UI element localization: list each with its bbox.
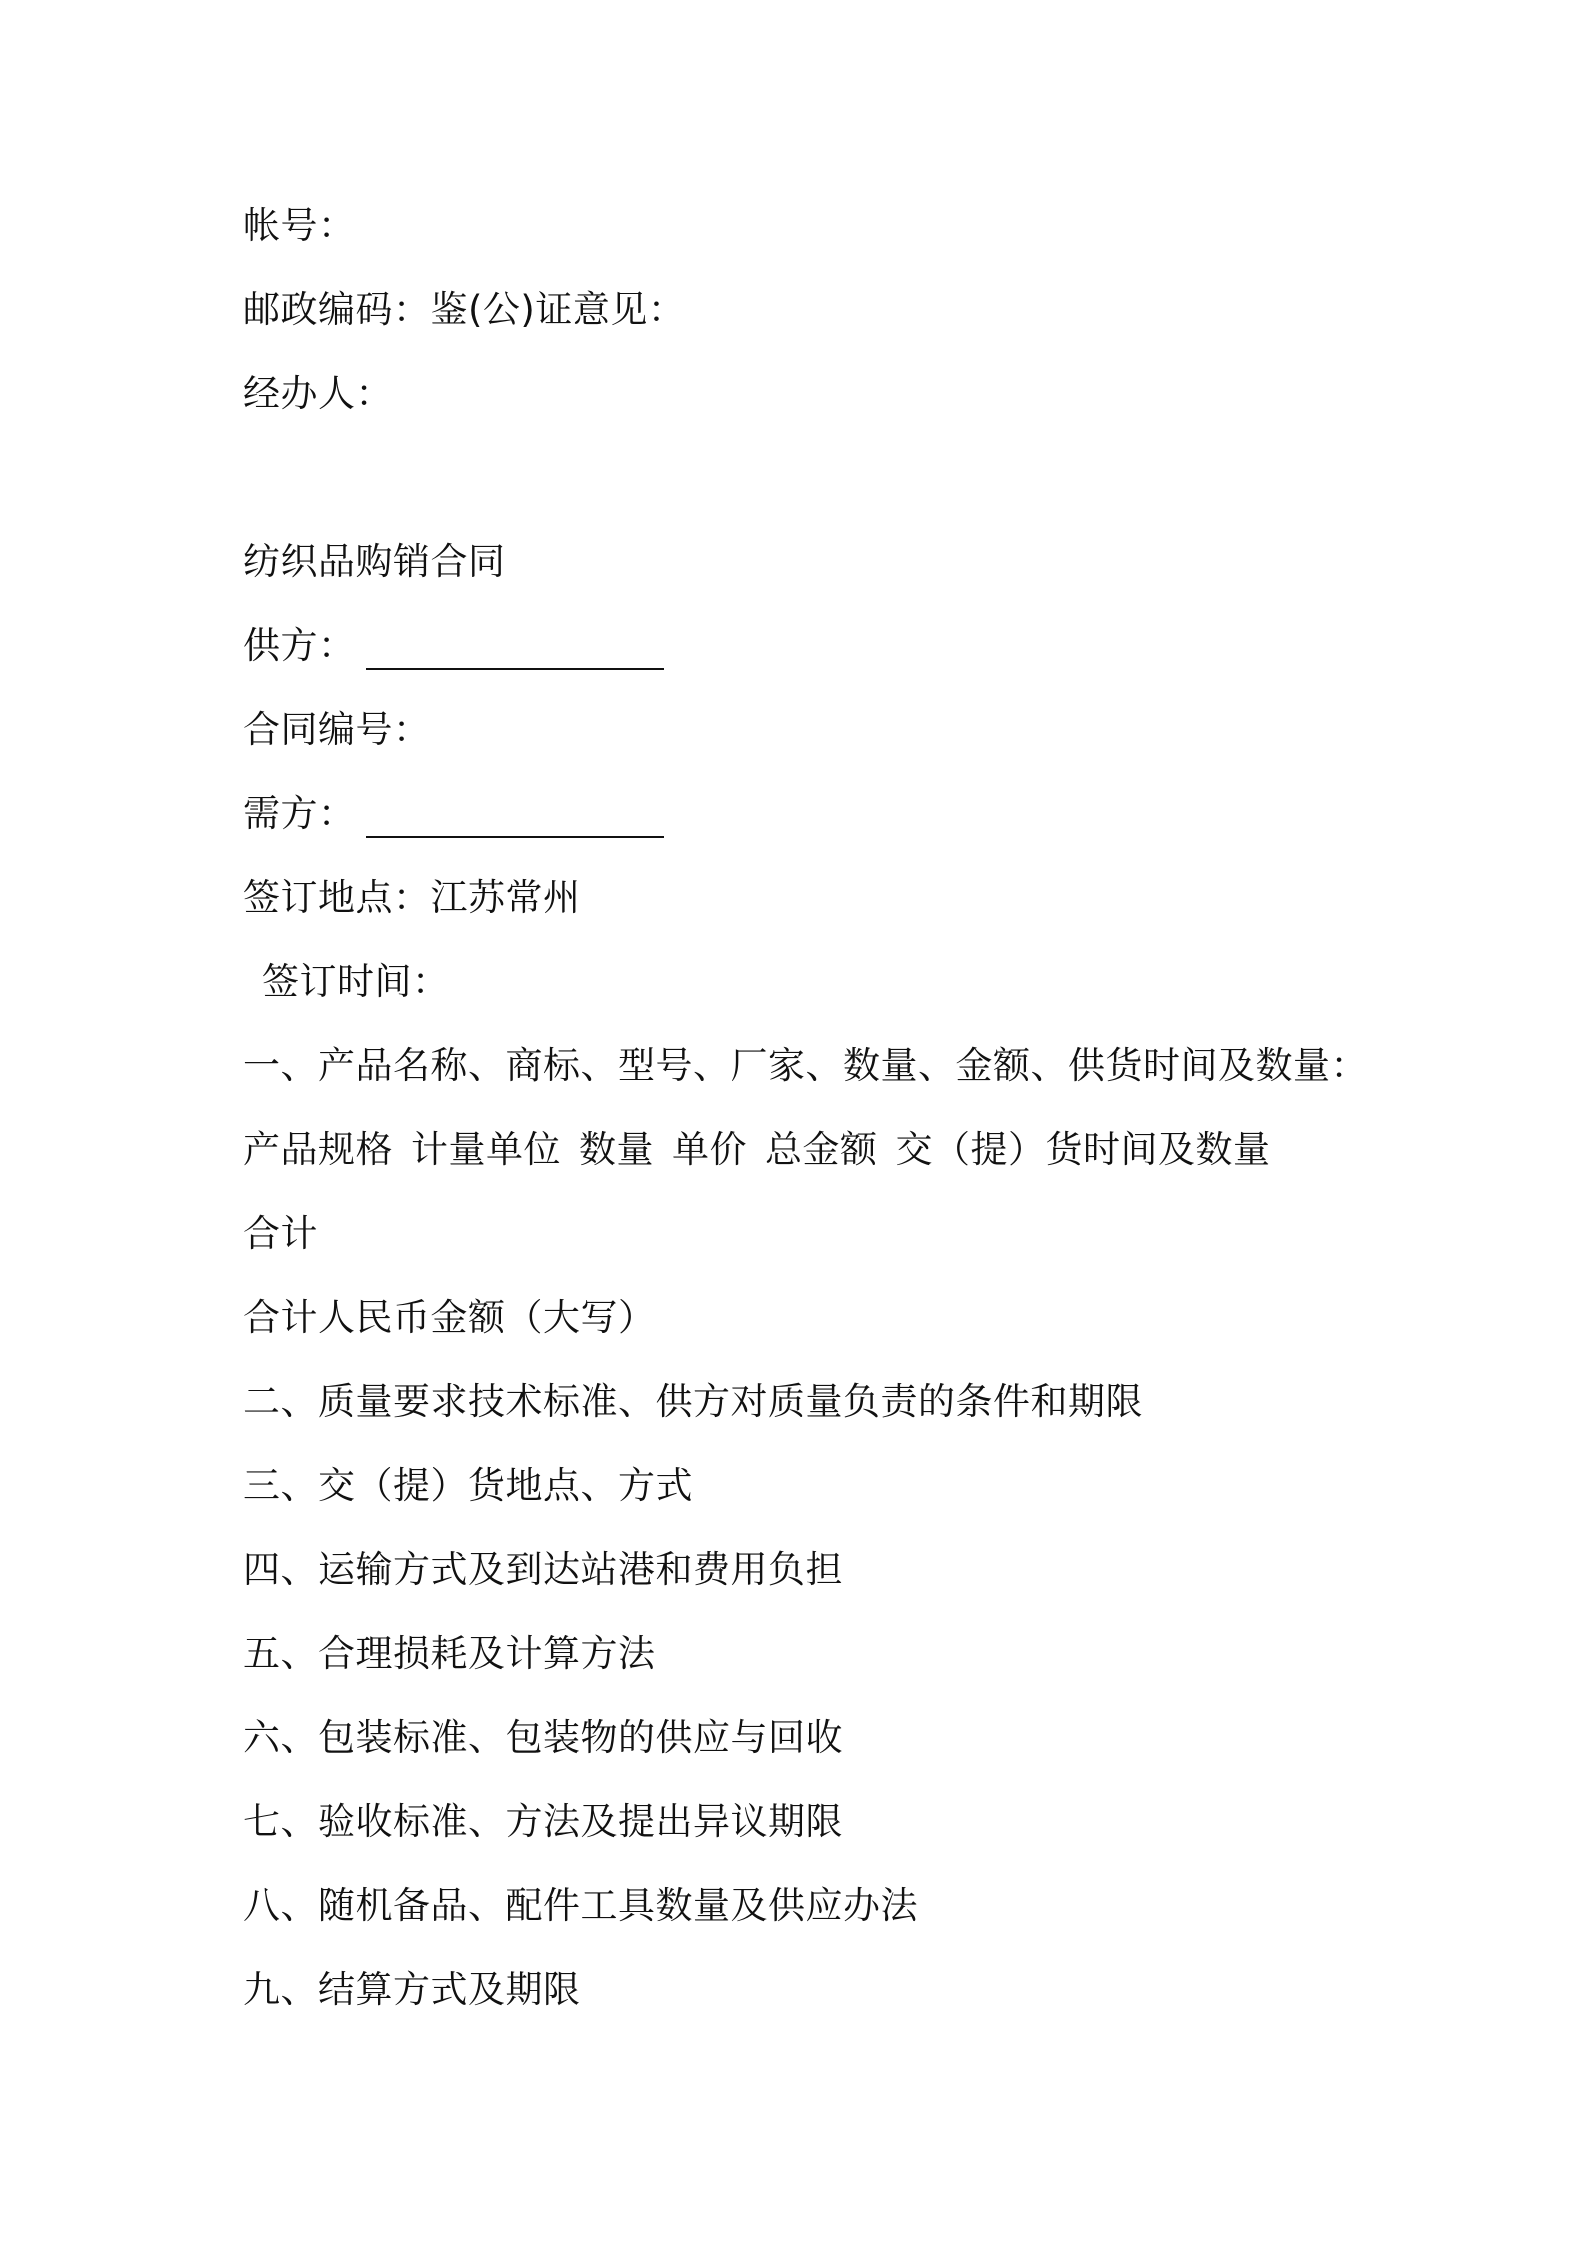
supplier-blank-line: [366, 638, 664, 670]
clause-4: 四、运输方式及到达站港和费用负担: [243, 1548, 843, 1591]
header-product-spec: 产品规格: [243, 1128, 393, 1171]
sign-time: 签订时间：: [262, 960, 450, 1003]
header-unit: 计量单位: [411, 1128, 561, 1171]
clause-5: 五、合理损耗及计算方法: [243, 1632, 656, 1675]
contract-title: 纺织品购销合同: [243, 540, 506, 583]
clause-2: 二、质量要求技术标准、供方对质量负责的条件和期限: [243, 1380, 1143, 1423]
clause-8: 八、随机备品、配件工具数量及供应办法: [243, 1884, 918, 1927]
buyer-blank-line: [366, 806, 664, 838]
supplier-row: [243, 622, 664, 670]
clause-1: 一、产品名称、商标、型号、厂家、数量、金额、供货时间及数量：: [243, 1044, 1368, 1087]
sign-place: 签订地点：江苏常州: [243, 876, 581, 919]
contract-number-label: 合同编号：: [243, 708, 431, 751]
header-unit-price: 单价: [672, 1128, 747, 1171]
account-label: 帐号：: [243, 204, 356, 247]
header-quantity: 数量: [579, 1128, 654, 1171]
product-table-header: [243, 1126, 1271, 1174]
clause-6: 六、包装标准、包装物的供应与回收: [243, 1716, 843, 1759]
header-total-amount: 总金额: [765, 1128, 878, 1171]
total-label: 合计: [243, 1212, 318, 1255]
buyer-label: 需方：: [243, 792, 356, 835]
total-rmb-label: 合计人民币金额（大写）: [243, 1296, 656, 1339]
header-delivery-time: 交（提）货时间及数量: [895, 1128, 1271, 1171]
postcode-notary-label: 邮政编码：鉴(公)证意见：: [243, 288, 686, 331]
buyer-row: [243, 790, 664, 838]
clause-3: 三、交（提）货地点、方式: [243, 1464, 693, 1507]
handler-label: 经办人：: [243, 372, 393, 415]
supplier-label: 供方：: [243, 624, 356, 667]
clause-9: 九、结算方式及期限: [243, 1968, 581, 2011]
clause-7: 七、验收标准、方法及提出异议期限: [243, 1800, 843, 1843]
